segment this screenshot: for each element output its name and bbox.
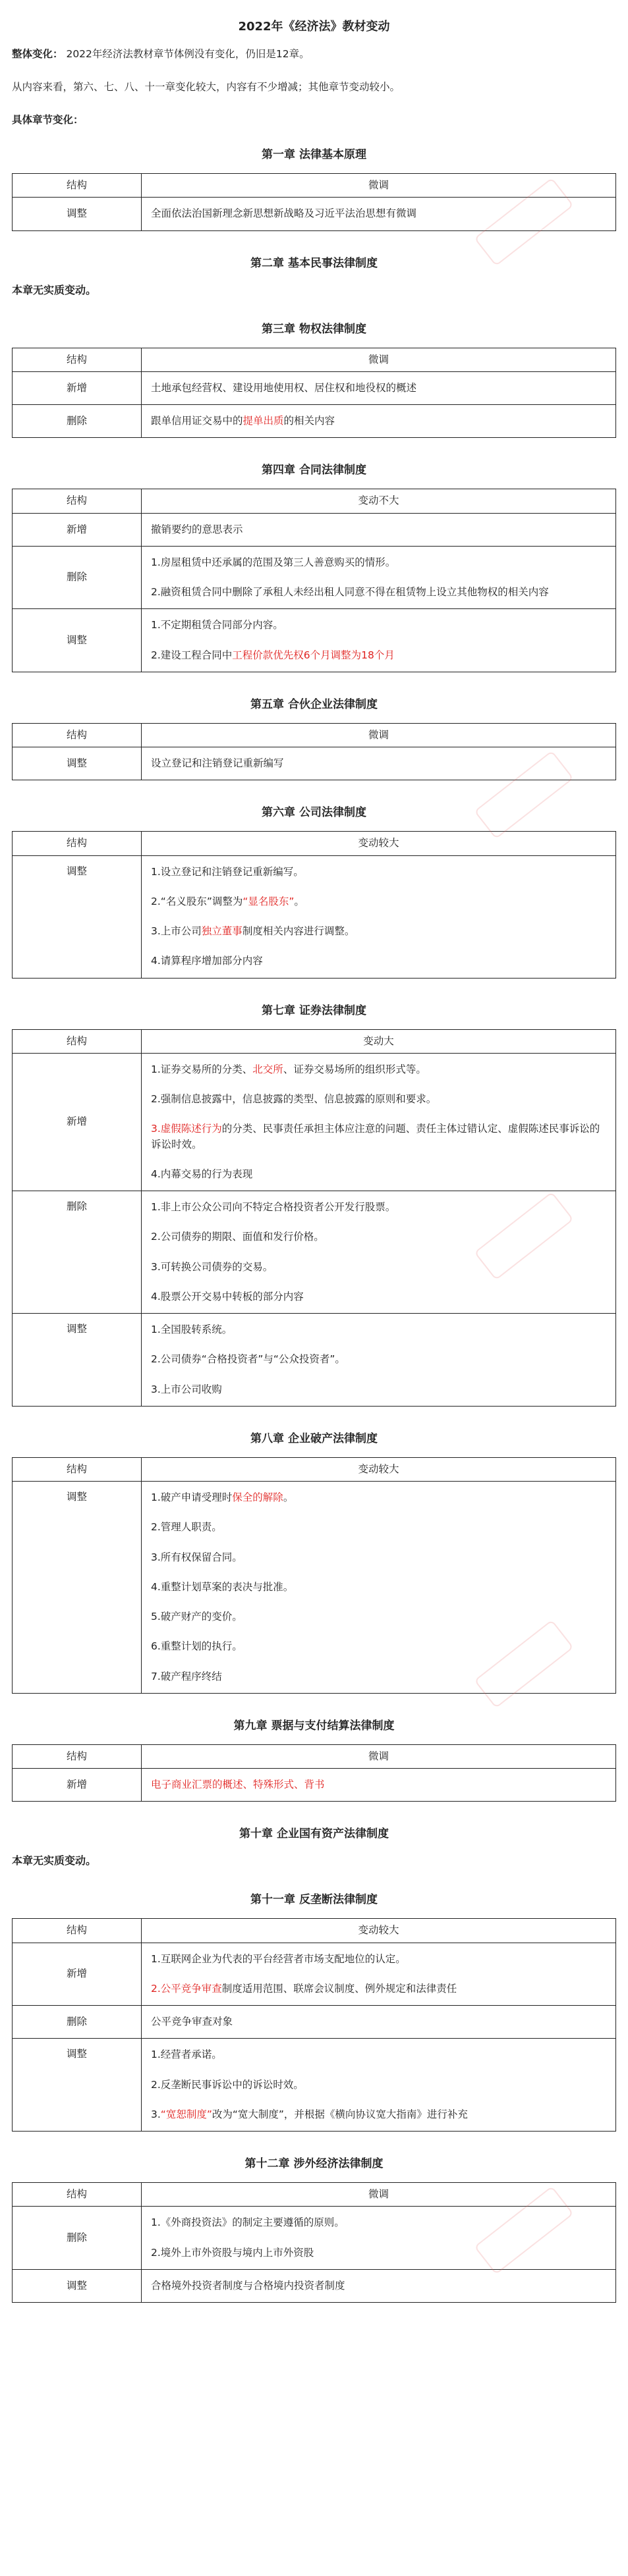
table-header-row [13,348,616,371]
list-item: 2.管理人职责。 [151,1521,222,1534]
chapter-title: 第十章 企业国有资产法律制度 [239,1827,389,1841]
table-header-row [13,2183,616,2207]
list-item [151,1121,606,1152]
chapter-title: 第三章 物权法律制度 [262,322,366,336]
text-segment: 1.证券交易所的分类、 [151,1063,253,1075]
table-header-row [13,1919,616,1943]
row-content [142,1943,616,2006]
header-cell: 变动较大 [142,832,616,855]
row-content [142,1053,616,1191]
text-segment: 的相关内容 [283,415,335,427]
list-item: 2.公司债券“合格投资者”与“公众投资者”。 [151,1353,345,1366]
header-cell: 变动大 [142,1029,616,1053]
highlight-text: 工程价款优先权6个月调整为18个月 [232,649,395,661]
chapter-title: 第五章 合伙企业法律制度 [250,697,378,711]
text-segment: 1.破产申请受理时 [151,1491,233,1504]
list-item [151,924,606,939]
text-segment: 3. [151,2108,161,2120]
row-content [142,2006,616,2039]
row-label: 删除 [13,2207,142,2270]
row-content [142,198,616,230]
list-item: 4.股票公开交易中转板的部分内容 [151,1290,304,1302]
list-item: 撤销要约的意思表示 [151,523,243,535]
chapter-title: 第二章 基本民事法律制度 [250,256,378,270]
list-item [151,648,606,663]
list-item: 2.融资租赁合同中删除了承租人未经出租人同意不得在租赁物上设立其他物权的相关内容 [151,586,549,599]
header-cell: 结构 [13,1919,142,1943]
list-item: 1.房屋租赁中还承属的范围及第三人善意购买的情形。 [151,556,396,568]
list-item: 1.经营者承诺。 [151,2049,222,2061]
chapter-title: 第六章 公司法律制度 [262,806,366,820]
header-cell: 结构 [13,489,142,513]
list-item: 4.内幕交易的行为表现 [151,1167,253,1180]
row-content [142,609,616,672]
table-header-row [13,723,616,747]
header-cell: 变动较大 [142,1457,616,1481]
list-item: 1.《外商投资法》的制定主要遵循的原则。 [151,2216,345,2229]
chapter-title: 第八章 企业破产法律制度 [250,1432,378,1445]
table-row [13,546,616,609]
highlight-text: 提单出质 [243,415,284,427]
header-cell: 微调 [142,723,616,747]
table-row [13,1943,616,2006]
chapter-title: 第十二章 涉外经济法律制度 [244,2157,384,2171]
overall-text: 2022年经济法教材章节体例没有变化，仍旧是12章。 [66,48,310,60]
overall-label: 整体变化： [12,48,63,60]
highlight-text: 3.虚假陈述行为 [151,1123,222,1135]
row-label: 调整 [13,198,142,230]
highlight-text: 保全的解除 [232,1491,283,1504]
list-item: 1.互联网企业为代表的平台经营者市场支配地位的认定。 [151,1952,406,1965]
chapter-4-table [12,489,616,672]
chapter-title: 第十一章 反垄断法律制度 [250,1893,378,1907]
table-row [13,513,616,546]
page-title: 2022年《经济法》教材变动 [238,20,390,34]
overall-change [12,46,616,62]
table-row [13,371,616,404]
chapter-5-table [12,723,616,781]
header-cell: 微调 [142,2183,616,2207]
header-cell: 变动不大 [142,489,616,513]
row-label: 新增 [13,1053,142,1191]
list-item: 2.反垄断民事诉讼中的诉讼时效。 [151,2078,304,2091]
list-item: 3.上市公司收购 [151,1383,222,1395]
table-header-row [13,489,616,513]
list-item: 5.破产财产的变价。 [151,1611,243,1623]
text-segment: 。 [294,895,304,907]
chapter-title: 第一章 法律基本原理 [262,148,366,162]
row-label: 删除 [13,1191,142,1314]
list-item: 3.可转换公司债券的交易。 [151,1260,273,1273]
list-item: 1.非上市公众公司向不特定合格投资者公开发行股票。 [151,1201,396,1214]
row-content [142,405,616,438]
header-cell: 结构 [13,348,142,371]
table-row [13,855,616,978]
list-item [151,1062,606,1077]
table-row [13,2039,616,2132]
highlight-text: “显名股东” [243,895,295,907]
list-item: 1.全国股转系统。 [151,1324,233,1336]
row-label: 新增 [13,1943,142,2006]
header-cell: 变动较大 [142,1919,616,1943]
list-item: 2.公司债券的期限、面值和发行价格。 [151,1231,324,1243]
text-segment: 制度相关内容进行调整。 [242,925,355,938]
no-change-note: 本章无实质变动。 [12,1854,97,1867]
text-segment: 的分类、民事责任承担主体应注意的问题、责任主体过错认定、虚假陈述民事诉讼的诉讼时效。 [151,1123,600,1150]
table-row [13,1482,616,1694]
row-content [142,1769,616,1802]
list-item [151,894,606,909]
chapter-1-table [12,173,616,231]
header-cell: 结构 [13,2183,142,2207]
header-cell: 微调 [142,348,616,371]
text-segment: 跟单信用证交易中的 [151,415,243,427]
row-label: 新增 [13,371,142,404]
chapter-8-table [12,1457,616,1694]
header-cell: 结构 [13,1744,142,1768]
no-change-note: 本章无实质变动。 [12,283,97,296]
text-segment: 改为“宽大制度”，并根据《横向协议宽大指南》进行补充 [212,2108,468,2120]
table-header-row [13,832,616,855]
detail-label: 具体章节变化： [12,114,84,126]
list-item: 1.不定期租赁合同部分内容。 [151,619,283,631]
list-item: 2.强制信息披露中，信息披露的类型、信息披露的原则和要求。 [151,1093,437,1106]
chapter-9-table [12,1744,616,1802]
row-label: 调整 [13,609,142,672]
header-cell: 微调 [142,1744,616,1768]
list-item: 6.重整计划的执行。 [151,1640,243,1653]
header-cell: 结构 [13,723,142,747]
chapter-7-table [12,1029,616,1407]
chapter-6-table [12,831,616,978]
highlight-text: 北交所 [252,1063,283,1075]
row-content [142,855,616,978]
table-row [13,1053,616,1191]
list-item: 公平竞争审查对象 [151,2016,233,2028]
row-content [142,513,616,546]
chapter-11-table [12,1918,616,2132]
row-label: 调整 [13,2039,142,2132]
list-item: 2.境外上市外资股与境内上市外资股 [151,2246,314,2259]
list-item: 土地承包经营权、建设用地使用权、居住权和地役权的概述 [151,381,417,394]
list-item: 3.所有权保留合同。 [151,1551,243,1563]
table-row [13,2207,616,2270]
header-cell: 结构 [13,1029,142,1053]
list-item: 4.请算程序增加部分内容 [151,955,263,967]
highlight-text: 电子商业汇票的概述、特殊形式、背书 [151,1779,325,1791]
table-row [13,2269,616,2302]
list-item [151,1981,606,1997]
chapter-12-table [12,2182,616,2303]
table-row [13,1769,616,1802]
highlight-text: 独立董事 [201,925,243,938]
table-row [13,609,616,672]
table-header-row [13,1029,616,1053]
row-label: 调整 [13,1314,142,1407]
row-label: 调整 [13,1482,142,1694]
list-item: 1.设立登记和注销登记重新编写。 [151,865,304,878]
table-row [13,405,616,438]
row-label: 删除 [13,546,142,609]
row-label: 新增 [13,513,142,546]
row-content [142,371,616,404]
text-segment: 2.建设工程合同中 [151,649,233,661]
table-header-row [13,1457,616,1481]
list-item: 设立登记和注销登记重新编写 [151,757,284,770]
list-item [151,1490,606,1505]
header-cell: 结构 [13,174,142,198]
table-row [13,1314,616,1407]
list-item [151,2107,606,2122]
row-label: 新增 [13,1769,142,1802]
row-content [142,747,616,780]
row-content [142,2207,616,2270]
table-row [13,2006,616,2039]
header-cell: 结构 [13,1457,142,1481]
chapter-3-table [12,348,616,439]
text-segment: 、证券交易场所的组织形式等。 [283,1063,426,1075]
chapter-title: 第七章 证券法律制度 [262,1004,366,1017]
table-header-row [13,1744,616,1768]
overall-line2: 从内容来看，第六、七、八、十一章变化较大，内容有不少增减；其他章节变动较小。 [12,81,401,94]
row-content [142,546,616,609]
list-item: 4.重整计划草案的表决与批准。 [151,1580,294,1593]
row-content [142,2269,616,2302]
text-segment: 制度适用范围、联席会议制度、例外规定和法律责任 [221,1982,457,1995]
list-item: 7.破产程序终结 [151,1670,222,1682]
row-content [142,1191,616,1314]
row-label: 调整 [13,2269,142,2302]
row-content [142,1314,616,1407]
list-item [151,414,606,429]
list-item: 全面依法治国新理念新思想新战略及习近平法治思想有微调 [151,207,417,220]
row-content [142,1482,616,1694]
text-segment: 。 [283,1491,294,1504]
table-row [13,747,616,780]
row-label: 删除 [13,2006,142,2039]
header-cell: 微调 [142,174,616,198]
text-segment: 3.上市公司 [151,925,202,938]
chapter-title: 第九章 票据与支付结算法律制度 [233,1719,395,1732]
row-label: 调整 [13,855,142,978]
header-cell: 结构 [13,832,142,855]
row-label: 删除 [13,405,142,438]
table-row [13,198,616,230]
text-segment: 2.“名义股东”调整为 [151,895,243,907]
chapter-title: 第四章 合同法律制度 [262,464,366,477]
list-item: 合格境外投资者制度与合格境内投资者制度 [151,2279,345,2292]
table-header-row [13,174,616,198]
highlight-text: “宽恕制度” [160,2108,212,2120]
row-content [142,2039,616,2132]
highlight-text: 2.公平竞争审查 [151,1982,222,1995]
table-row [13,1191,616,1314]
row-label: 调整 [13,747,142,780]
